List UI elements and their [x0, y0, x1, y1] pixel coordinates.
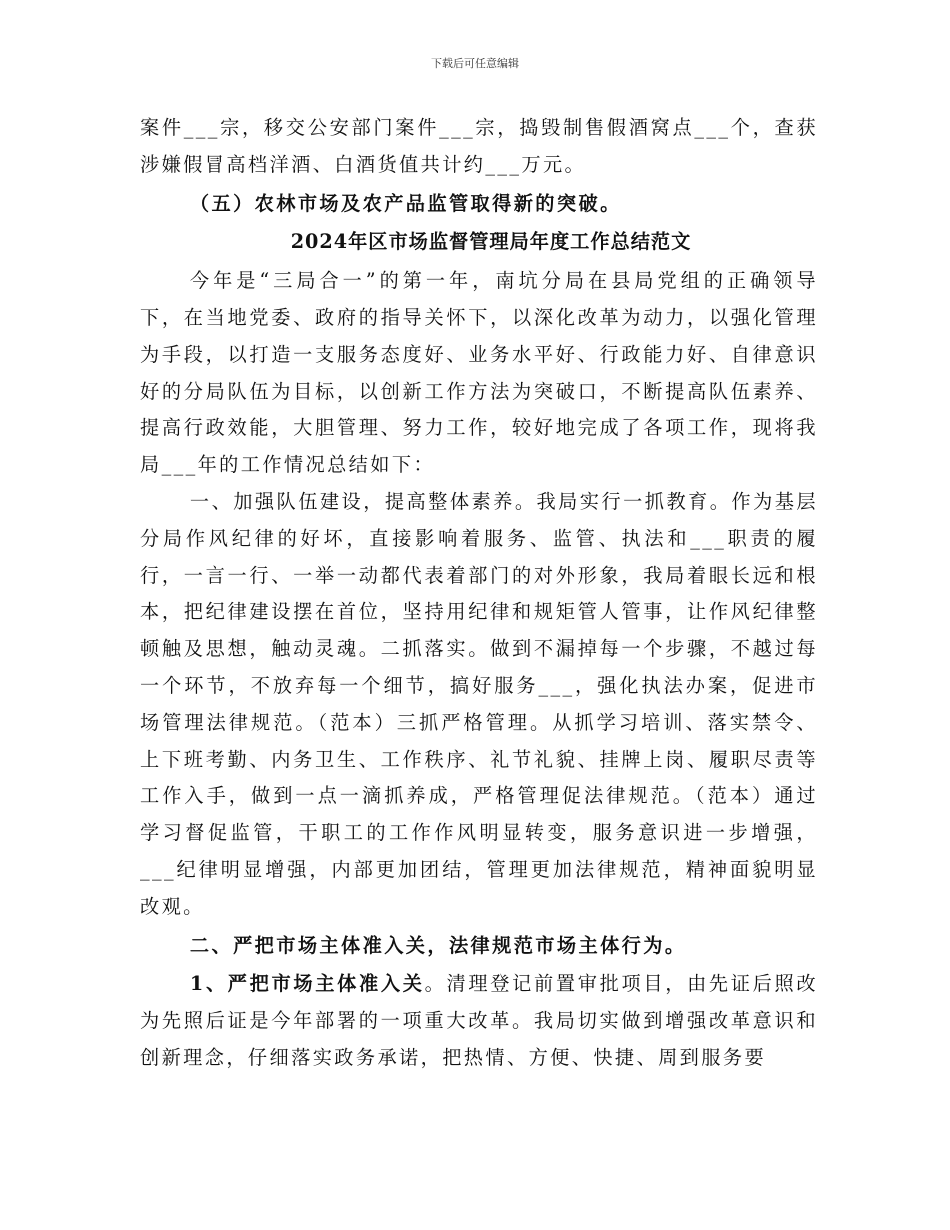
section-one-paragraph: 一、加强队伍建设，提高整体素养。我局实行一抓教育。作为基层分局作风纪律的好坏，直接影响着服务、监管、执法和___职责的履行，一言一行、一举一动都代表着部门的对外形象，我局着眼长远和根本，把纪律建设摆在首位，坚持用纪律和规矩管人管事，让作风纪律整顿触及思想，触动灵魂。二抓落实。做到不漏掉每一个步骤，不越过每一个环节，不放弃每一个细节，搞好服务___，强化执法办案，促进市场管理法律规范。（范本）三抓严格管理。从抓学习培训、落实禁令、上下班考勤、内务卫生、工作秩序、礼节礼貌、挂牌上岗、履职尽责等工作入手，做到一点一滴抓养成，严格管理促法律规范。（范本）通过学习督促监管，干职工的工作作风明显转变，服务意识进一步增强，___纪律明显增强，内部更加团结，管理更加法律规范，精神面貌明显改观。 — [140, 489, 818, 918]
subsection-one-body: 。清理登记前置审批项目，由先证后照改为先照后证是今年部署的一项重大改革。我局切实做到增强改革意识和创新理念，仔细落实政务承诺，把热情、方便、快捷、周到服务要 — [140, 972, 818, 1069]
intro-paragraph: 今年是“三局合一”的第一年，南坑分局在县局党组的正确领导下，在当地党委、政府的指导关怀下，以深化改革为动力，以强化管理为手段，以打造一支服务态度好、业务水平好、行政能力好、自律意识好的分局队伍为目标，以创新工作方法为突破口，不断提高队伍素养、提高行政效能，大胆管理、努力工作，较好地完成了各项工作，现将我局___年的工作情况总结如下： — [140, 269, 818, 477]
subsection-one-lead: 1、严把市场主体准入关 — [189, 972, 425, 996]
document-title: 2024年区市场监督管理局年度工作总结范文 — [290, 230, 692, 254]
section-two-heading: 二、严把市场主体准入关，法律规范市场主体行为。 — [189, 933, 687, 957]
heading-section-five: （五）农林市场及农产品监管取得新的突破。 — [189, 191, 622, 215]
continued-paragraph: 案件___宗，移交公安部门案件___宗，捣毁制售假酒窝点___个，查获涉嫌假冒高档洋酒、白酒货值共计约___万元。 — [140, 116, 818, 176]
document-body — [140, 110, 818, 1077]
subsection-one-paragraph — [140, 966, 818, 1076]
page-header-note: 下载后可任意编辑 — [431, 57, 519, 70]
